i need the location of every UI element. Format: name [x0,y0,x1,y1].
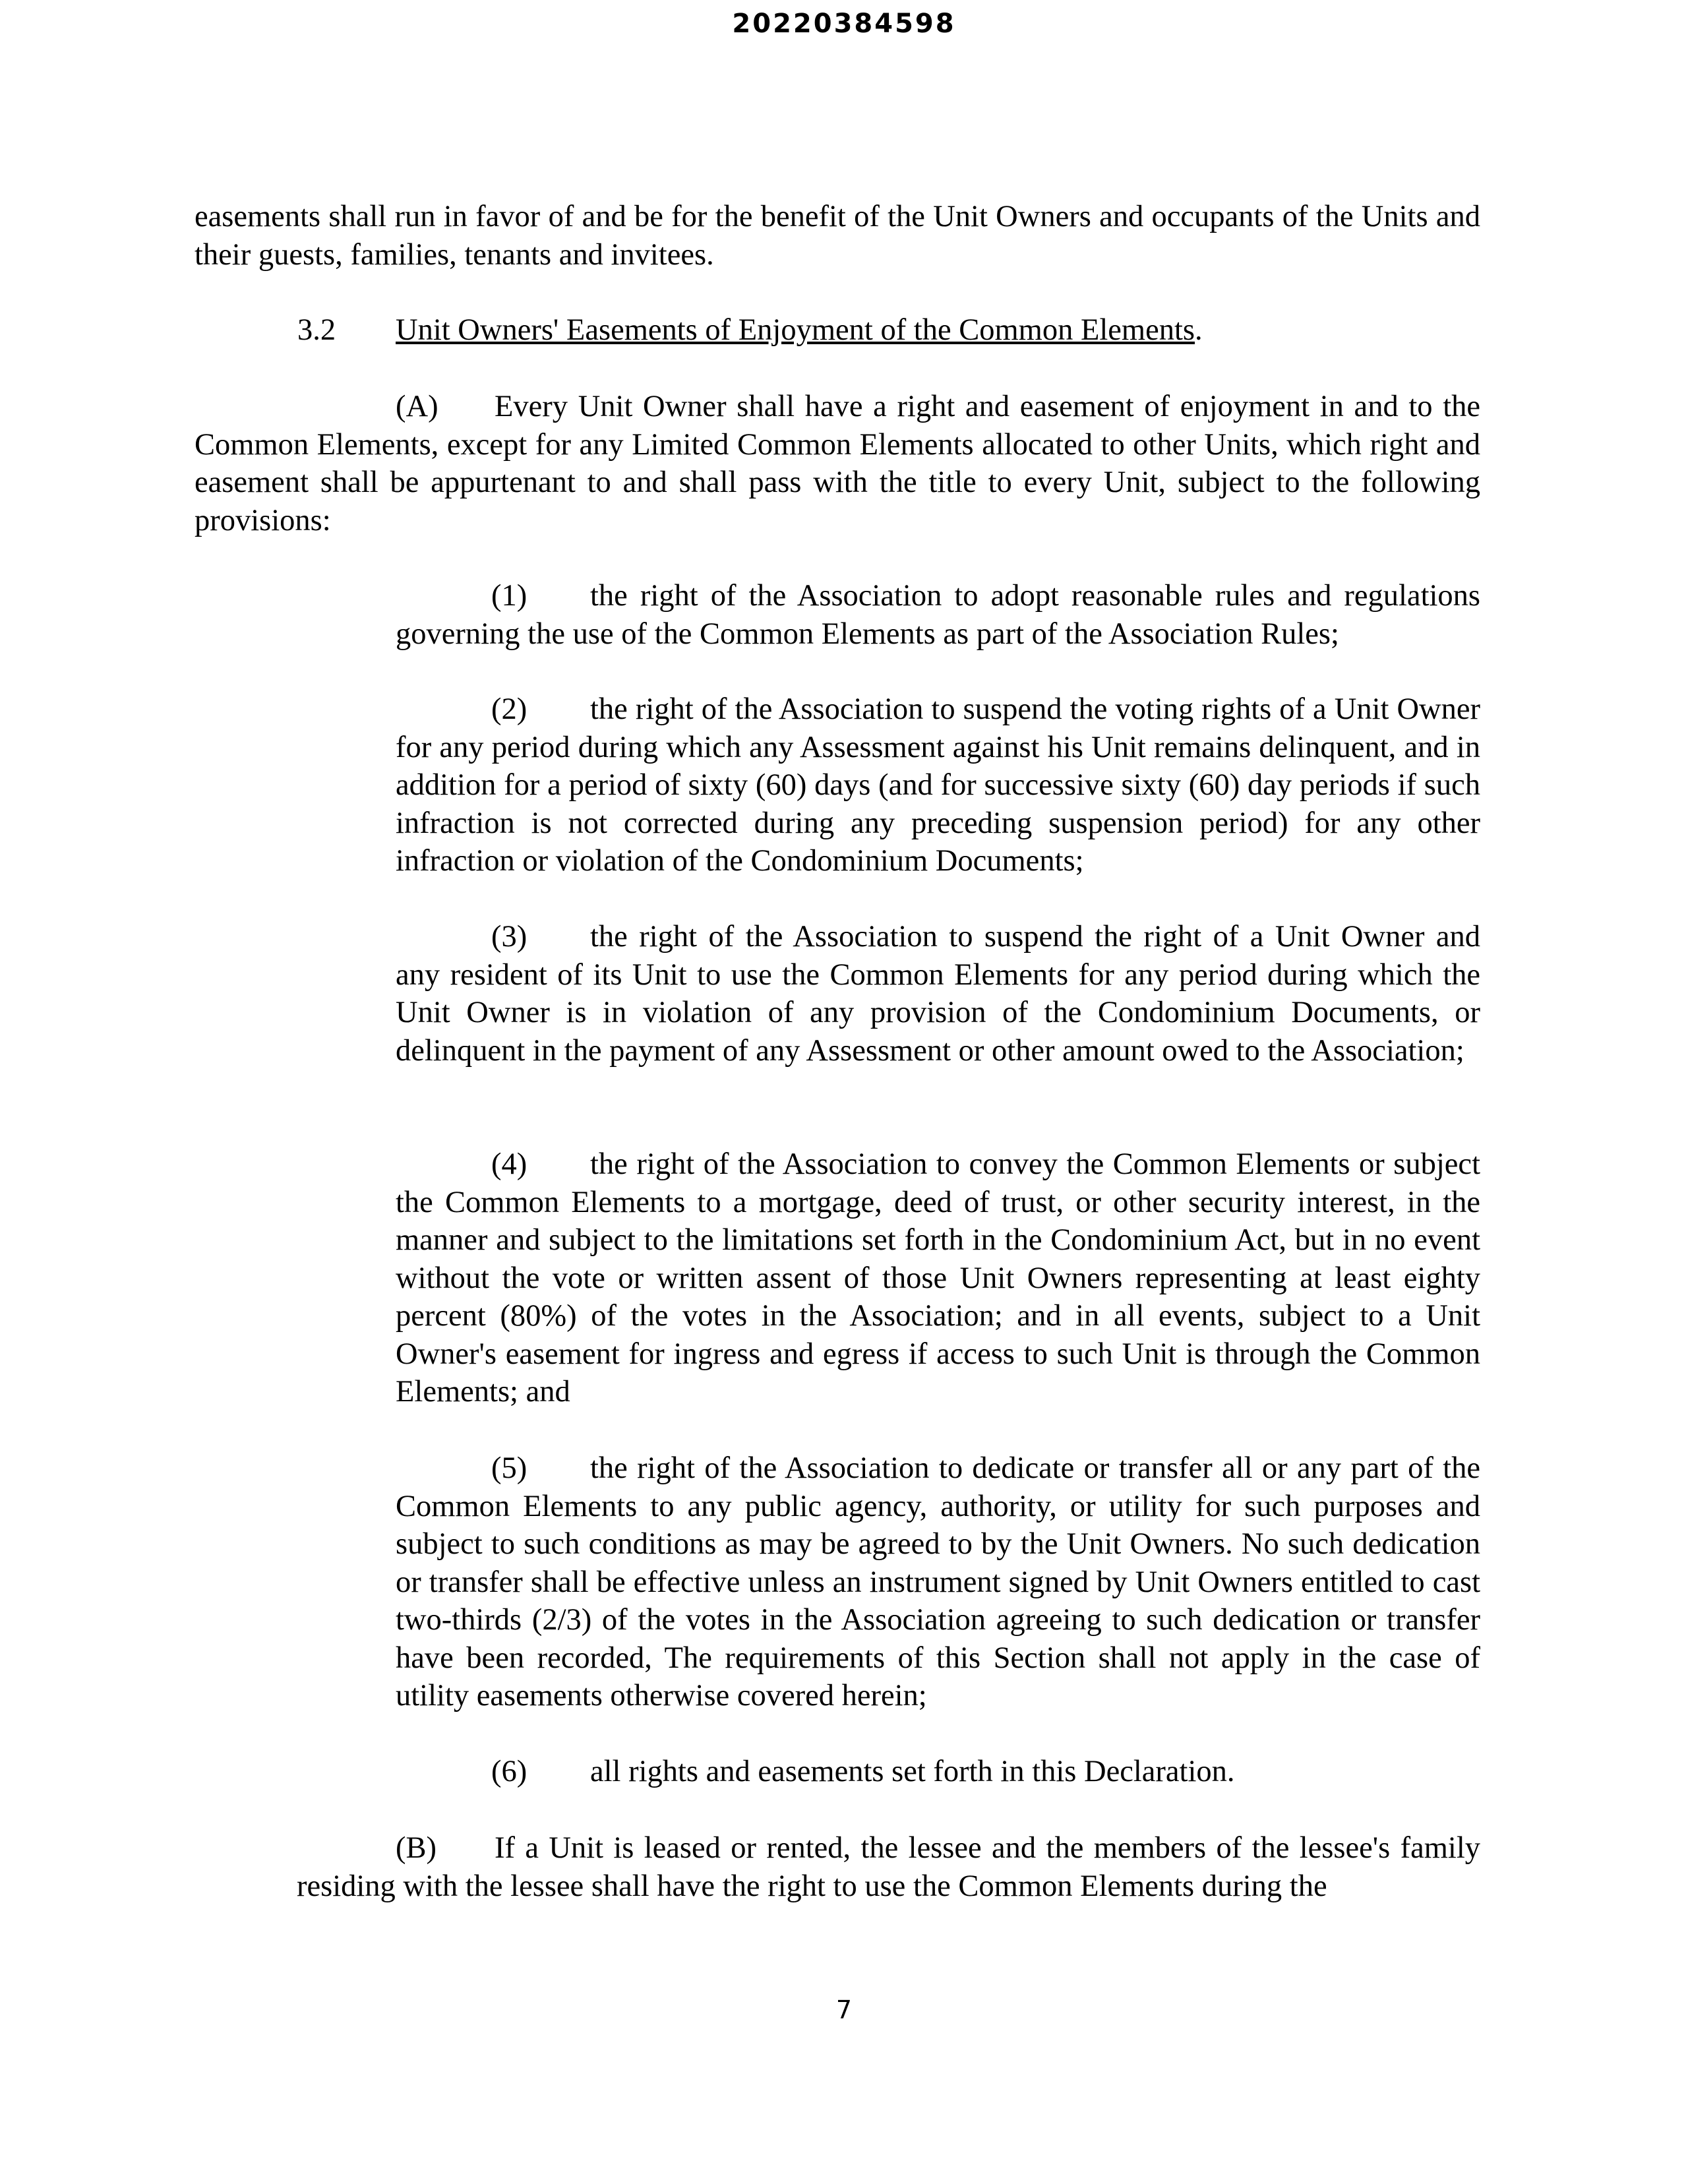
list-item-6-text: all rights and easements set forth in this Declaration. [590,1755,1235,1788]
list-item-5 [396,1449,1480,1715]
document-number: 20220384598 [732,9,956,39]
list-item-2 [396,690,1480,880]
list-item-4-label: (4) [491,1147,528,1181]
list-item-1 [396,577,1480,653]
list-item-2-label: (2) [491,692,528,726]
paragraph-a-label: (A) [396,390,438,423]
list-item-1-text: the right of the Association to adopt reasonable rules and regulations governing the use of the Common Elements as part of the Association Rules; [396,579,1480,651]
paragraph-b [297,1829,1480,1905]
paragraph-a [195,388,1480,539]
list-item-3-text: the right of the Association to suspend the right of a Unit Owner and any resident of its Unit to use the Common Elements for any period during which the Unit Owner is in violation of any provision of the Condominium Documents, or delinquent in the payment of any Assessment or other amount owed to the Association; [396,920,1480,1068]
list-item-5-label: (5) [491,1451,528,1485]
continuation-paragraph: easements shall run in favor of and be for the benefit of the Unit Owners and occupants of the Units and their guests, families, tenants and invitees. [195,200,1480,272]
list-item-3-label: (3) [491,920,528,954]
paragraph-b-label: (B) [396,1831,437,1865]
list-item-6 [396,1753,1480,1791]
paragraph-b-text: If a Unit is leased or rented, the lessee and the members of the lessee's family residing with the lessee shall have the right to use the Common Elements during the [297,1831,1480,1903]
list-item-1-label: (1) [491,579,528,613]
page-number: 7 [835,1995,853,2024]
list-item-2-text: the right of the Association to suspend the voting rights of a Unit Owner for any period during which any Assessment against his Unit remains delinquent, and in addition for a period of sixty (60) days (and for successive sixty (60) day periods if such infraction is not corrected during any preceding suspension period) for any other infraction or violation of the Condominium Documents; [396,692,1480,878]
section-title: Unit Owners' Easements of Enjoyment of the Common Elements [396,313,1195,347]
list-item-5-text: the right of the Association to dedicate or transfer all or any part of the Common Elements to any public agency, authority, or utility for such purposes and subject to such conditions as may be agreed to by the Unit Owners. No such dedication or transfer shall be effective unless an instrument signed by Unit Owners entitled to cast two-thirds (2/3) of the votes in the Association agreeing to such dedication or transfer have been recorded, The requirements of this Section shall not apply in the case of utility easements otherwise covered herein; [396,1451,1480,1713]
list-item-3 [396,918,1480,1070]
list-item-6-label: (6) [491,1755,528,1788]
paragraph-a-text: Every Unit Owner shall have a right and easement of enjoyment in and to the Common Elements, except for any Limited Common Elements allocated to other Units, which right and easement shall be appurtenant to and shall pass with the title to every Unit, subject to the following provisions: [195,390,1480,537]
section-number: 3.2 [297,313,336,347]
section-heading [195,311,1480,349]
list-item-4-text: the right of the Association to convey the Common Elements or subject the Common Elements to a mortgage, deed of trust, or other security interest, in the manner and subject to the limitations set forth in the Condominium Act, but in no event without the vote or written assent of those Unit Owners representing at least eighty percent (80%) of the votes in the Association; and in all events, subject to a Unit Owner's easement for ingress and egress if access to such Unit is through the Common Elements; and [396,1147,1480,1409]
list-item-4 [396,1145,1480,1411]
section-title-period: . [1195,313,1203,347]
